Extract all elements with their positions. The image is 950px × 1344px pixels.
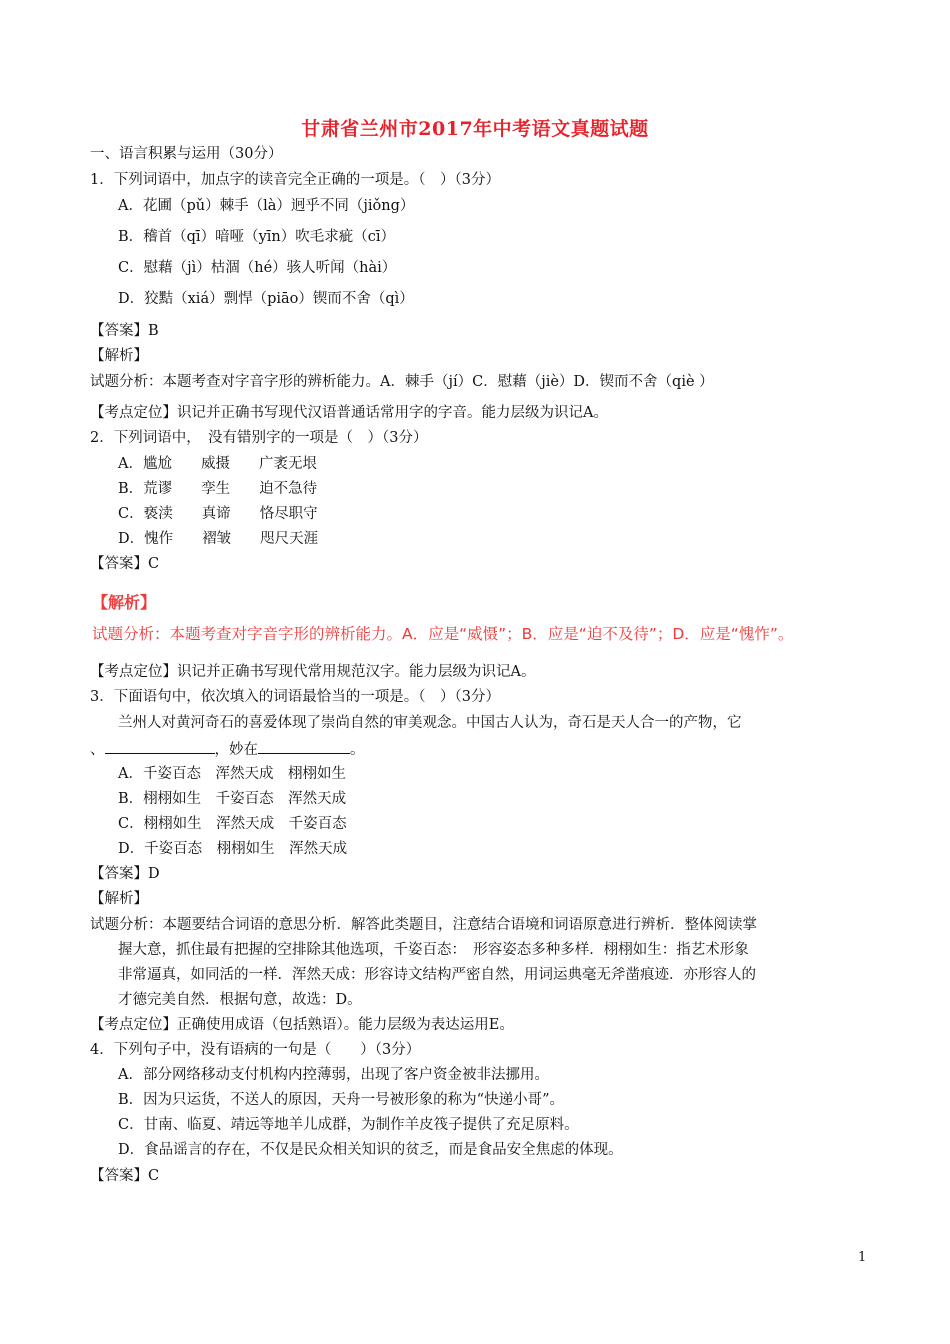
q4-option-c: C．甘南、临夏、靖远等地羊儿成群，为制作羊皮筏子提供了充足原料。 [118, 1117, 579, 1133]
q2-option-a: A．尴尬 威摄 广袤无垠 [118, 456, 317, 472]
q1-answer: 【答案】B [90, 323, 159, 339]
q2-analysis-label: 【解析】 [92, 593, 157, 612]
document-title: 甘肃省兰州市2017年中考语文真题试题 [301, 118, 649, 140]
q1-option-c: C．慰藉（jì）枯涸（hé）骇人听闻（hài） [118, 260, 397, 276]
q3-analysis-line4: 才德完美自然．根据句意，故选：D。 [118, 992, 362, 1008]
q4-answer: 【答案】C [90, 1168, 160, 1184]
q2-point: 【考点定位】识记并正确书写现代常用规范汉字。能力层级为识记A。 [90, 664, 536, 680]
q4-option-d: D．食品谣言的存在，不仅是民众相关知识的贫乏，而是食品安全焦虑的体现。 [118, 1142, 623, 1158]
q3-passage-end: 。 [350, 742, 365, 758]
q3-passage-middle: ，妙在 [214, 742, 258, 758]
q3-option-b: B．栩栩如生 千姿百态 浑然天成 [118, 791, 347, 807]
q2-stem: 2．下列词语中， 没有错别字的一项是（ ）（3分） [90, 430, 428, 446]
q1-analysis: 试题分析：本题考查对字音字形的辨析能力。A．棘手（jí）C．慰藉（jiè）D．锲而不舍（qiè ） [90, 374, 714, 390]
q3-passage-line1: 兰州人对黄河奇石的喜爱体现了崇尚自然的审美观念。中国古人认为，奇石是天人合一的产物，它 [118, 715, 742, 731]
q1-stem: 1．下列词语中，加点字的读音完全正确的一项是。（ ）（3分） [90, 172, 500, 188]
q2-analysis: 试题分析：本题考查对字音字形的辨析能力。A．应是“威慑”；B．应是“迫不及待”；D．应是“愧怍”。 [92, 625, 794, 643]
q4-option-a: A．部分网络移动支付机构内控薄弱，出现了客户资金被非法挪用。 [118, 1067, 549, 1083]
q2-answer: 【答案】C [90, 556, 160, 572]
q3-option-a: A．千姿百态 浑然天成 栩栩如生 [118, 766, 346, 782]
q2-option-b: B．荒谬 孪生 迫不急待 [118, 481, 318, 497]
q3-option-c: C．栩栩如生 浑然天成 千姿百态 [118, 816, 347, 832]
q3-analysis-line2: 握大意，抓住最有把握的空排除其他选项，千姿百态： 形容姿态多种多样．栩栩如生：指艺术形象 [118, 942, 749, 958]
q3-analysis-line3: 非常逼真，如同活的一样．浑然天成：形容诗文结构严密自然，用词运典毫无斧凿痕迹．亦形容人的 [118, 967, 756, 983]
q3-option-d: D．千姿百态 栩栩如生 浑然天成 [118, 841, 348, 857]
q3-analysis-line1: 试题分析：本题要结合词语的意思分析．解答此类题目，注意结合语境和词语原意进行辨析．整体阅读掌 [90, 917, 757, 933]
q3-analysis-label: 【解析】 [90, 891, 148, 907]
q4-stem: 4．下列句子中，没有语病的一句是（ ）（3分） [90, 1042, 421, 1058]
q3-point: 【考点定位】正确使用成语（包括熟语）。能力层级为表达运用E。 [90, 1017, 514, 1033]
q2-option-d: D．愧作 褶皱 咫尺天涯 [118, 531, 319, 547]
q1-option-a: A．花圃（pǔ）棘手（là）迥乎不同（jiǒng） [118, 198, 415, 214]
q1-point: 【考点定位】识记并正确书写现代汉语普通话常用字的字音。能力层级为识记A。 [90, 405, 608, 421]
q3-passage-line2 [90, 739, 365, 760]
q1-analysis-label: 【解析】 [90, 348, 148, 364]
section-heading: 一、语言积累与运用（30分） [90, 146, 283, 162]
q3-blank-1[interactable] [105, 739, 215, 754]
q1-option-d: D．狡黠（xiá）剽悍（piāo）锲而不舍（qì） [118, 291, 414, 307]
q3-answer: 【答案】D [90, 866, 160, 882]
q1-option-b: B．稽首（qī）喑哑（yīn）吹毛求疵（cī） [118, 229, 395, 245]
q3-stem: 3．下面语句中，依次填入的词语最恰当的一项是。（ ）（3分） [90, 689, 500, 705]
q4-option-b: B．因为只运货，不送人的原因，天舟一号被形象的称为“快递小哥”。 [118, 1092, 564, 1108]
q3-blank-2[interactable] [258, 739, 350, 754]
q2-option-c: C．亵渎 真谛 恪尽职守 [118, 506, 318, 522]
q3-passage-punct: 、 [90, 742, 105, 758]
page-number: 1 [858, 1250, 867, 1265]
